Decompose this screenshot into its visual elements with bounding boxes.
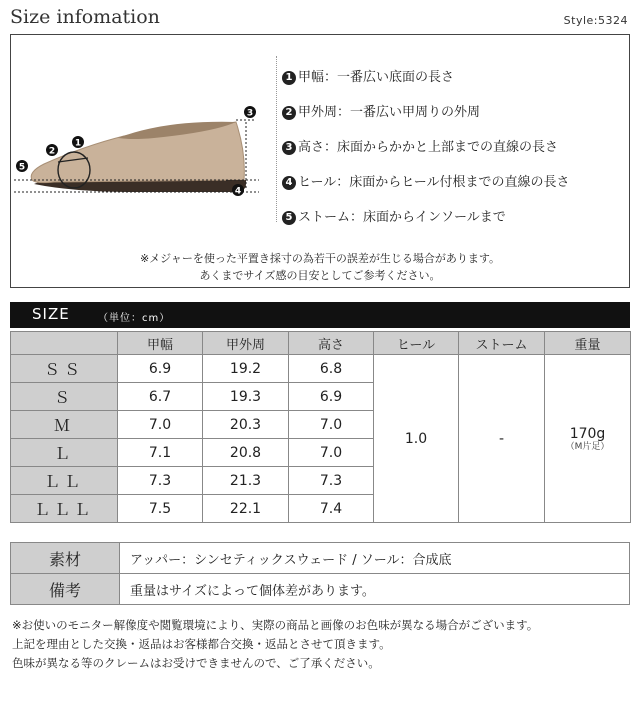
size-name: ＬＬＬ [11, 495, 118, 523]
cell-girth: 19.3 [203, 383, 289, 411]
materials-key: 素材 [11, 543, 120, 574]
remarks-key: 備考 [11, 574, 120, 605]
definition-item [282, 165, 569, 200]
cell-girth: 21.3 [203, 467, 289, 495]
weight-value: 170g [569, 425, 606, 442]
header-cell: ヒール [374, 332, 459, 355]
cell-girth: 20.8 [203, 439, 289, 467]
shoe-diagram [14, 80, 264, 210]
cell-height: 7.0 [289, 439, 374, 467]
cell-height: 7.3 [289, 467, 374, 495]
diagram-marker-2-label: 2 [48, 146, 56, 157]
number-2-icon: 2 [282, 106, 296, 120]
definition-item [282, 200, 569, 235]
cell-girth: 22.1 [203, 495, 289, 523]
table-row [11, 355, 631, 383]
number-3-icon: 3 [282, 141, 296, 155]
materials-value: アッパー：シンセティックスウェード / ソール：合成底 [120, 543, 630, 574]
header-cell: ストーム [459, 332, 545, 355]
cell-width: 7.1 [118, 439, 203, 467]
cell-height: 7.4 [289, 495, 374, 523]
remarks-row [11, 574, 630, 605]
footer-notes [12, 616, 538, 673]
page-title: Size infomation [10, 6, 160, 28]
definition-text: 高さ：床面からかかと上部までの直線の長さ [298, 140, 559, 155]
size-name: ＳＳ [11, 355, 118, 383]
materials-table [10, 542, 630, 605]
size-name: Ｌ [11, 439, 118, 467]
definition-item [282, 95, 569, 130]
style-code: Style:5324 [563, 14, 628, 27]
definition-text: 甲幅：一番広い底面の長さ [298, 70, 455, 85]
definition-item [282, 60, 569, 95]
number-4-icon: 4 [282, 176, 296, 190]
definition-item [282, 130, 569, 165]
measurement-note [0, 250, 640, 284]
cell-girth: 20.3 [203, 411, 289, 439]
cell-width: 7.5 [118, 495, 203, 523]
weight-note: （M片足） [565, 441, 610, 452]
cell-heel: 1.0 [374, 355, 459, 523]
cell-girth: 19.2 [203, 355, 289, 383]
diagram-divider [276, 56, 277, 222]
diagram-marker-3-label: 3 [246, 108, 254, 119]
size-name: Ｓ [11, 383, 118, 411]
shoe-upper [31, 122, 244, 183]
header-cell [11, 332, 118, 355]
number-5-icon: 5 [282, 211, 296, 225]
table-header-row [11, 332, 631, 355]
cell-width: 6.9 [118, 355, 203, 383]
cell-width: 6.7 [118, 383, 203, 411]
cell-height: 6.8 [289, 355, 374, 383]
diagram-marker-1-label: 1 [74, 138, 82, 149]
size-name: ＬＬ [11, 467, 118, 495]
materials-row [11, 543, 630, 574]
cell-weight [545, 355, 631, 523]
remarks-value: 重量はサイズによって個体差があります。 [120, 574, 630, 605]
size-table [10, 331, 631, 523]
shoe-illustration [14, 80, 264, 210]
diagram-marker-4-label: 4 [234, 186, 242, 197]
number-1-icon: 1 [282, 71, 296, 85]
header-cell: 甲外周 [203, 332, 289, 355]
footer-line-2: 上記を理由とした交換・返品はお客様都合交換・返品とさせて頂きます。 [12, 637, 391, 651]
header-cell: 重量 [545, 332, 631, 355]
definition-text: ヒール：床面からヒール付根までの直線の長さ [298, 175, 570, 190]
size-unit: （単位：cm） [98, 313, 171, 324]
size-name: Ｍ [11, 411, 118, 439]
definition-text: ストーム：床面からインソールまで [298, 210, 506, 225]
note-line-2: あくまでサイズ感の目安としてご参考ください。 [199, 269, 441, 282]
footer-line-1: ※お使いのモニター解像度や閲覧環境により、実際の商品と画像のお色味が異なる場合がございます。 [12, 618, 539, 632]
cell-height: 7.0 [289, 411, 374, 439]
header-cell: 高さ [289, 332, 374, 355]
cell-width: 7.3 [118, 467, 203, 495]
footer-line-3: 色味が異なる等のクレームはお受けできませんので、ご了承ください。 [12, 656, 380, 670]
diagram-marker-5-label: 5 [18, 162, 26, 173]
cell-height: 6.9 [289, 383, 374, 411]
cell-storm: - [459, 355, 545, 523]
measurement-definitions [282, 60, 569, 235]
size-header-bar [10, 302, 630, 328]
size-label: SIZE [32, 305, 70, 323]
cell-width: 7.0 [118, 411, 203, 439]
definition-text: 甲外周：一番広い甲周りの外周 [298, 105, 481, 120]
note-line-1: ※メジャーを使った平置き採寸の為若干の誤差が生じる場合があります。 [139, 252, 501, 265]
header-cell: 甲幅 [118, 332, 203, 355]
